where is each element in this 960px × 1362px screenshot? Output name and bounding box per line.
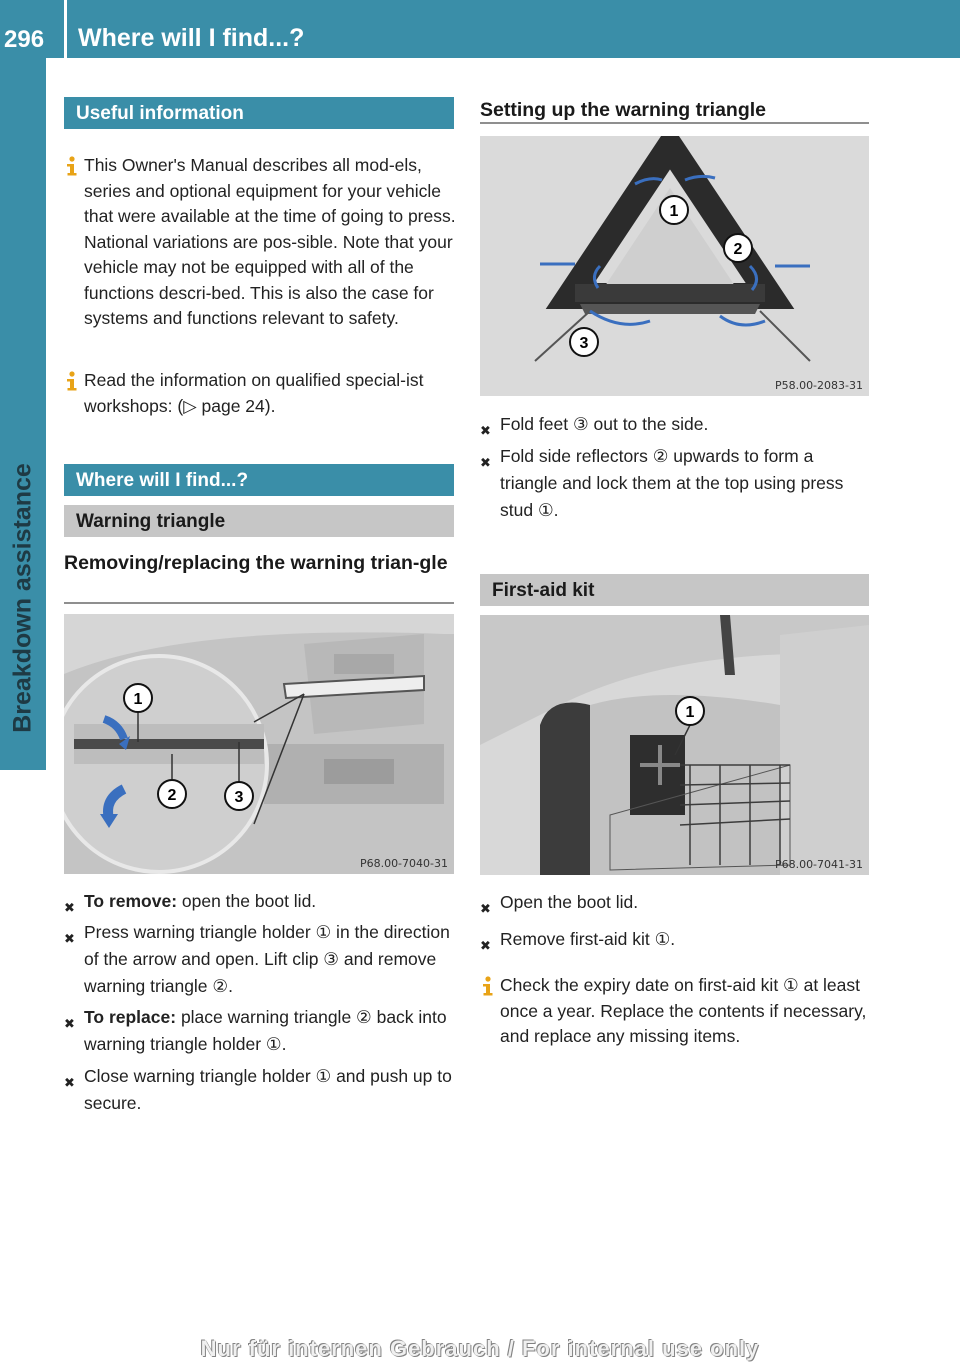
section-bar-where: Where will I find...? [64,464,454,496]
figure-code: P68.00-7041-31 [774,858,863,871]
step-press-holder: ✖ Press warning triangle holder ① in the direction of the arrow and open. Lift clip ③ and remove warning triangle ②. [64,922,450,996]
step-fold-reflectors: ✖ Fold side reflectors ② upwards to form a triangle and lock them at the top using press stud ①. [480,446,844,520]
info-icon [480,976,496,996]
figure-code: P68.00-7040-31 [359,857,448,870]
step-arrow-icon: ✖ [480,901,491,916]
subsection-bar-first-aid: First-aid kit [480,574,869,606]
step-arrow-icon: ✖ [480,938,491,953]
subsection-bar-warning-triangle: Warning triangle [64,505,454,537]
step-arrow-icon: ✖ [480,455,491,470]
step-arrow-icon: ✖ [64,900,75,915]
boot-lid-illustration [64,614,454,874]
heading-rule [64,602,454,604]
step-fold-feet: ✖ Fold feet ③ out to the side. [480,411,869,438]
page-header [0,0,960,58]
callout-1 [676,697,704,725]
header-title: Where will I find...? [78,24,305,52]
info-note-1: This Owner's Manual describes all mod-els, series and optional equipment for your vehicle that were available at the time of going to press. National variations are pos-sible. Note that your vehicle may not be equipped with all of the functions descri-bed. This is also the case for systems and functions relevant to safety. [64,153,456,332]
heading-setup: Setting up the warning triangle [480,99,767,121]
info-icon [64,156,80,176]
heading-remove-replace: Removing/replacing the warning trian-gle [64,552,448,574]
callout-2 [724,234,752,262]
warning-triangle-illustration [480,136,869,396]
callout-1 [124,684,152,712]
callout-3 [225,782,253,810]
figure-warning-triangle [480,136,869,396]
svg-text:2: 2 [733,241,743,258]
step-arrow-icon: ✖ [480,423,491,438]
svg-text:2: 2 [167,787,177,804]
figure-first-aid-kit [480,615,869,875]
figure-boot-lid-holder [64,614,454,874]
callout-3 [570,328,598,356]
heading-rule [480,122,869,124]
step-remove-kit: ✖ Remove first-aid kit ①. [480,926,869,953]
footer-internal-use: Nur für internen Gebrauch / For internal use only [200,1336,760,1361]
svg-text:1: 1 [685,704,695,721]
figure-code: P58.00-2083-31 [774,379,863,392]
svg-text:3: 3 [579,335,589,352]
first-aid-illustration [480,615,869,875]
step-arrow-icon: ✖ [64,1016,75,1031]
svg-text:1: 1 [669,203,679,220]
step-close-holder: ✖ Close warning triangle holder ① and push up to secure. [64,1066,452,1113]
step-remove: ✖ To remove: open the boot lid. [64,888,456,915]
step-arrow-icon: ✖ [64,1075,75,1090]
info-note-first-aid: Check the expiry date on first-aid kit ① at least once a year. Replace the contents if necessary, and replace any missing items. [480,973,871,1050]
svg-text:1: 1 [133,691,143,708]
info-icon [64,371,80,391]
info-note-2: Read the information on qualified special-ist workshops: (▷ page 24). [64,368,456,419]
header-divider [64,0,67,58]
callout-2 [158,780,186,808]
step-replace: ✖ To replace: place warning triangle ② back into warning triangle holder ①. [64,1007,447,1054]
svg-text:3: 3 [234,789,244,806]
page-number: 296 [4,26,45,53]
side-tab-label: Breakdown assistance [8,463,37,733]
side-tab [0,58,46,770]
step-arrow-icon: ✖ [64,931,75,946]
callout-1 [660,196,688,224]
section-bar-useful-info: Useful information [64,97,454,129]
step-open-boot: ✖ Open the boot lid. [480,889,869,916]
